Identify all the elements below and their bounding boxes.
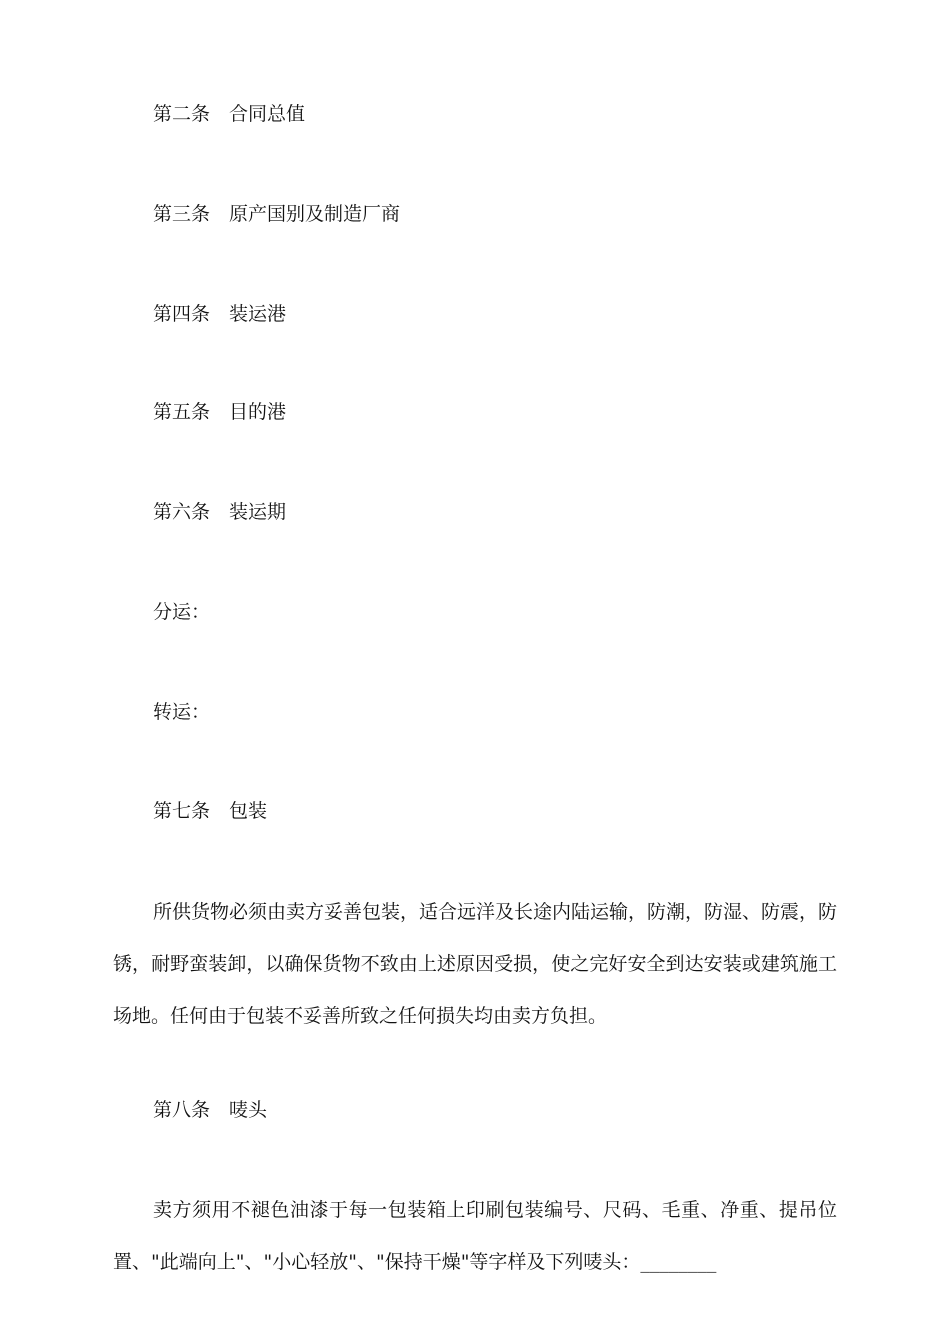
article-8-heading xyxy=(153,1098,267,1122)
article-2-heading xyxy=(153,102,305,126)
article-title: 唛头 xyxy=(229,1099,268,1121)
packing-paragraph: 所供货物必须由卖方妥善包装，适合远洋及长途内陆运输，防潮，防湿、防震，防锈，耐野蛮装卸，以确保货物不致由上述原因受损，使之完好安全到达安装或建筑施工场地。任何由于包装不妥善所致之任何损失均由卖方负担。 xyxy=(113,901,838,1027)
transshipment-label: 转运： xyxy=(153,701,211,723)
article-title: 目的港 xyxy=(229,401,287,423)
article-number: 第四条 xyxy=(153,303,211,325)
article-number: 第三条 xyxy=(153,203,211,225)
article-title: 合同总值 xyxy=(229,103,306,125)
article-3-heading xyxy=(153,202,400,226)
article-title: 装运期 xyxy=(229,501,287,523)
article-6-heading xyxy=(153,500,286,524)
shipping-marks-paragraph: 卖方须用不褪色油漆于每一包装箱上印刷包装编号、尺码、毛重、净重、提吊位置、"此端向上"、"小心轻放"、"保持干燥"等字样及下列唛头：________ xyxy=(113,1199,837,1273)
article-title: 包装 xyxy=(229,800,268,822)
article-number: 第六条 xyxy=(153,501,211,523)
article-number: 第八条 xyxy=(153,1099,211,1121)
article-7-heading xyxy=(153,799,267,823)
article-number: 第二条 xyxy=(153,103,211,125)
article-4-heading xyxy=(153,302,286,326)
article-number: 第七条 xyxy=(153,800,211,822)
article-title: 原产国别及制造厂商 xyxy=(229,203,401,225)
partial-shipment-label: 分运： xyxy=(153,601,211,623)
article-title: 装运港 xyxy=(229,303,287,325)
article-5-heading xyxy=(153,400,286,424)
article-number: 第五条 xyxy=(153,401,211,423)
